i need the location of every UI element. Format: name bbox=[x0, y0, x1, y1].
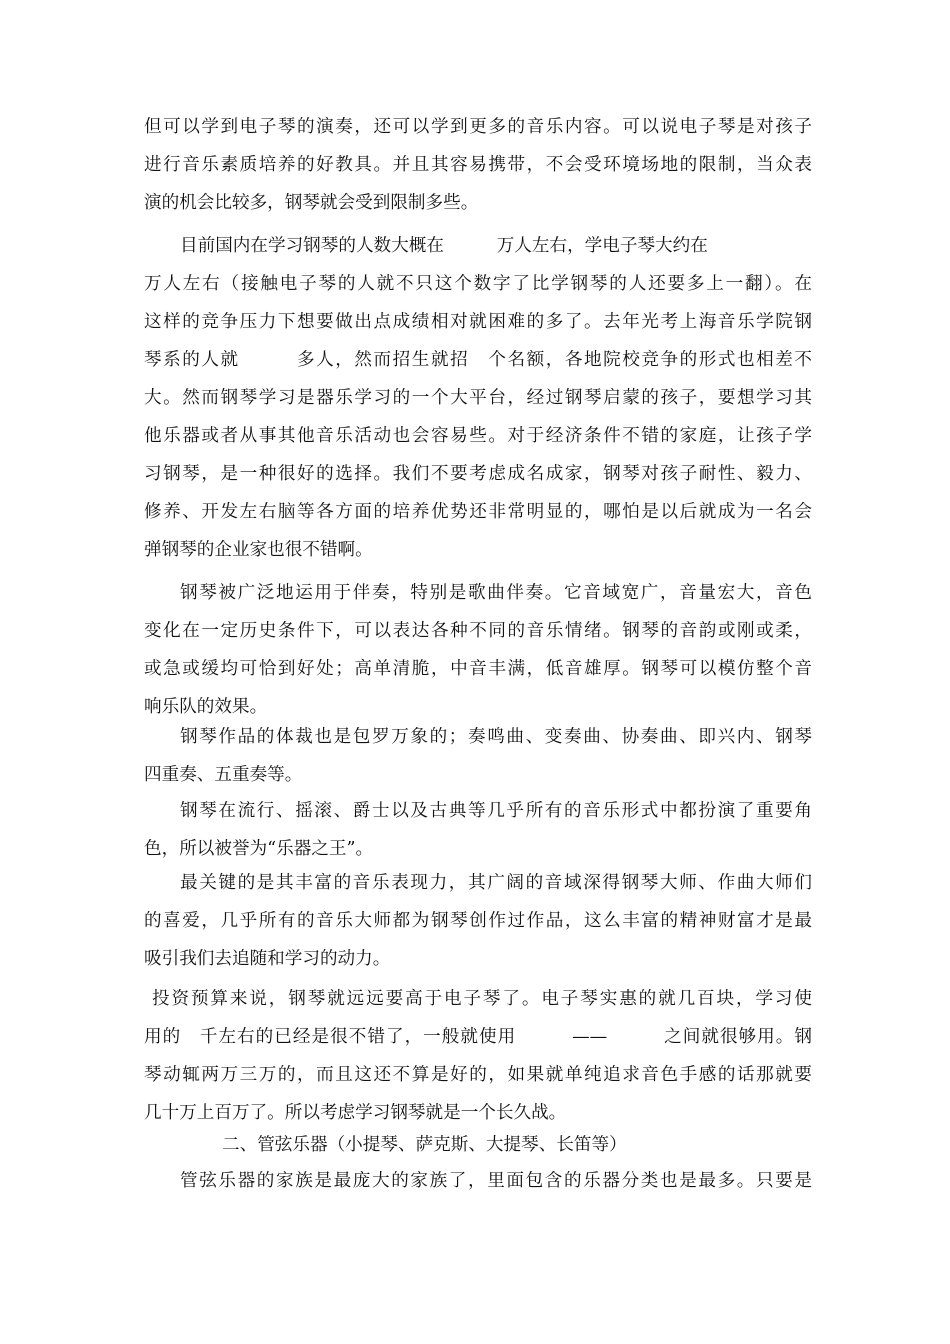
paragraph-line: 习钢琴，是一种很好的选择。我们不要考虑成名成家，钢琴对孩子耐性、毅力、 bbox=[144, 464, 812, 484]
section-heading: 二、管弦乐器（小提琴、萨克斯、大提琴、长笛等） bbox=[222, 1135, 627, 1155]
paragraph-line: 目前国内在学习钢琴的人数大概在 万人左右，学电子琴大约在 bbox=[180, 236, 708, 256]
paragraph-line: 或急或缓均可恰到好处；高单清脆，中音丰满，低音雄厚。钢琴可以模仿整个音 bbox=[144, 659, 812, 679]
paragraph-line: 变化在一定历史条件下，可以表达各种不同的音乐情绪。钢琴的音韵或刚或柔， bbox=[144, 621, 812, 641]
paragraph-line: 钢琴被广泛地运用于伴奏，特别是歌曲伴奏。它音域宽广，音量宏大，音色 bbox=[180, 583, 812, 603]
paragraph-line: 管弦乐器的家族是最庞大的家族了，里面包含的乐器分类也是最多。只要是 bbox=[180, 1171, 812, 1191]
paragraph-line: 琴动辄两万三万的，而且这还不算是好的，如果就单纯追求音色手感的话那就要 bbox=[144, 1065, 812, 1085]
paragraph-line: 用的 千左右的已经是很不错了，一般就使用 —— 之间就很够用。钢 bbox=[144, 1027, 812, 1047]
paragraph-line: 演的机会比较多，钢琴就会受到限制多些。 bbox=[144, 193, 479, 213]
paragraph-line: 琴系的人就 多人，然而招生就招 个名额，各地院校竞争的形式也相差不 bbox=[144, 350, 812, 370]
paragraph-line: 这样的竞争压力下想要做出点成绩相对就困难的多了。去年光考上海音乐学院钢 bbox=[144, 312, 812, 332]
paragraph-line: 进行音乐素质培养的好教具。并且其容易携带，不会受环境场地的限制，当众表 bbox=[144, 155, 812, 175]
paragraph-line: 他乐器或者从事其他音乐活动也会容易些。对于经济条件不错的家庭，让孩子学 bbox=[144, 426, 812, 446]
paragraph-line: 修养、开发左右脑等各方面的培养优势还非常明显的，哪怕是以后就成为一名会 bbox=[144, 502, 812, 522]
paragraph-line: 但可以学到电子琴的演奏，还可以学到更多的音乐内容。可以说电子琴是对孩子 bbox=[144, 117, 812, 137]
paragraph-line: 投资预算来说，钢琴就远远要高于电子琴了。电子琴实惠的就几百块，学习使 bbox=[152, 989, 812, 1009]
paragraph-line: 万人左右（接触电子琴的人就不只这个数字了比学钢琴的人还要多上一翻）。在 bbox=[144, 274, 812, 294]
paragraph-line: 色，所以被誉为“乐器之王”。 bbox=[144, 839, 374, 859]
paragraph-line: 弹钢琴的企业家也很不错啊。 bbox=[144, 540, 373, 560]
paragraph-line: 钢琴作品的体裁也是包罗万象的；奏鸣曲、变奏曲、协奏曲、即兴内、钢琴 bbox=[180, 727, 812, 747]
paragraph-line: 响乐队的效果。 bbox=[144, 697, 268, 717]
paragraph-line: 吸引我们去追随和学习的动力。 bbox=[144, 949, 391, 969]
paragraph-line: 最关键的是其丰富的音乐表现力，其广阔的音域深得钢琴大师、作曲大师们 bbox=[180, 873, 812, 893]
paragraph-line: 大。然而钢琴学习是器乐学习的一个大平台，经过钢琴启蒙的孩子，要想学习其 bbox=[144, 388, 812, 408]
paragraph-line: 的喜爱，几乎所有的音乐大师都为钢琴创作过作品，这么丰富的精神财富才是最 bbox=[144, 911, 812, 931]
paragraph-line: 几十万上百万了。所以考虑学习钢琴就是一个长久战。 bbox=[144, 1103, 567, 1123]
paragraph-line: 四重奏、五重奏等。 bbox=[144, 765, 303, 785]
paragraph-line: 钢琴在流行、摇滚、爵士以及古典等几乎所有的音乐形式中都扮演了重要角 bbox=[180, 801, 812, 821]
